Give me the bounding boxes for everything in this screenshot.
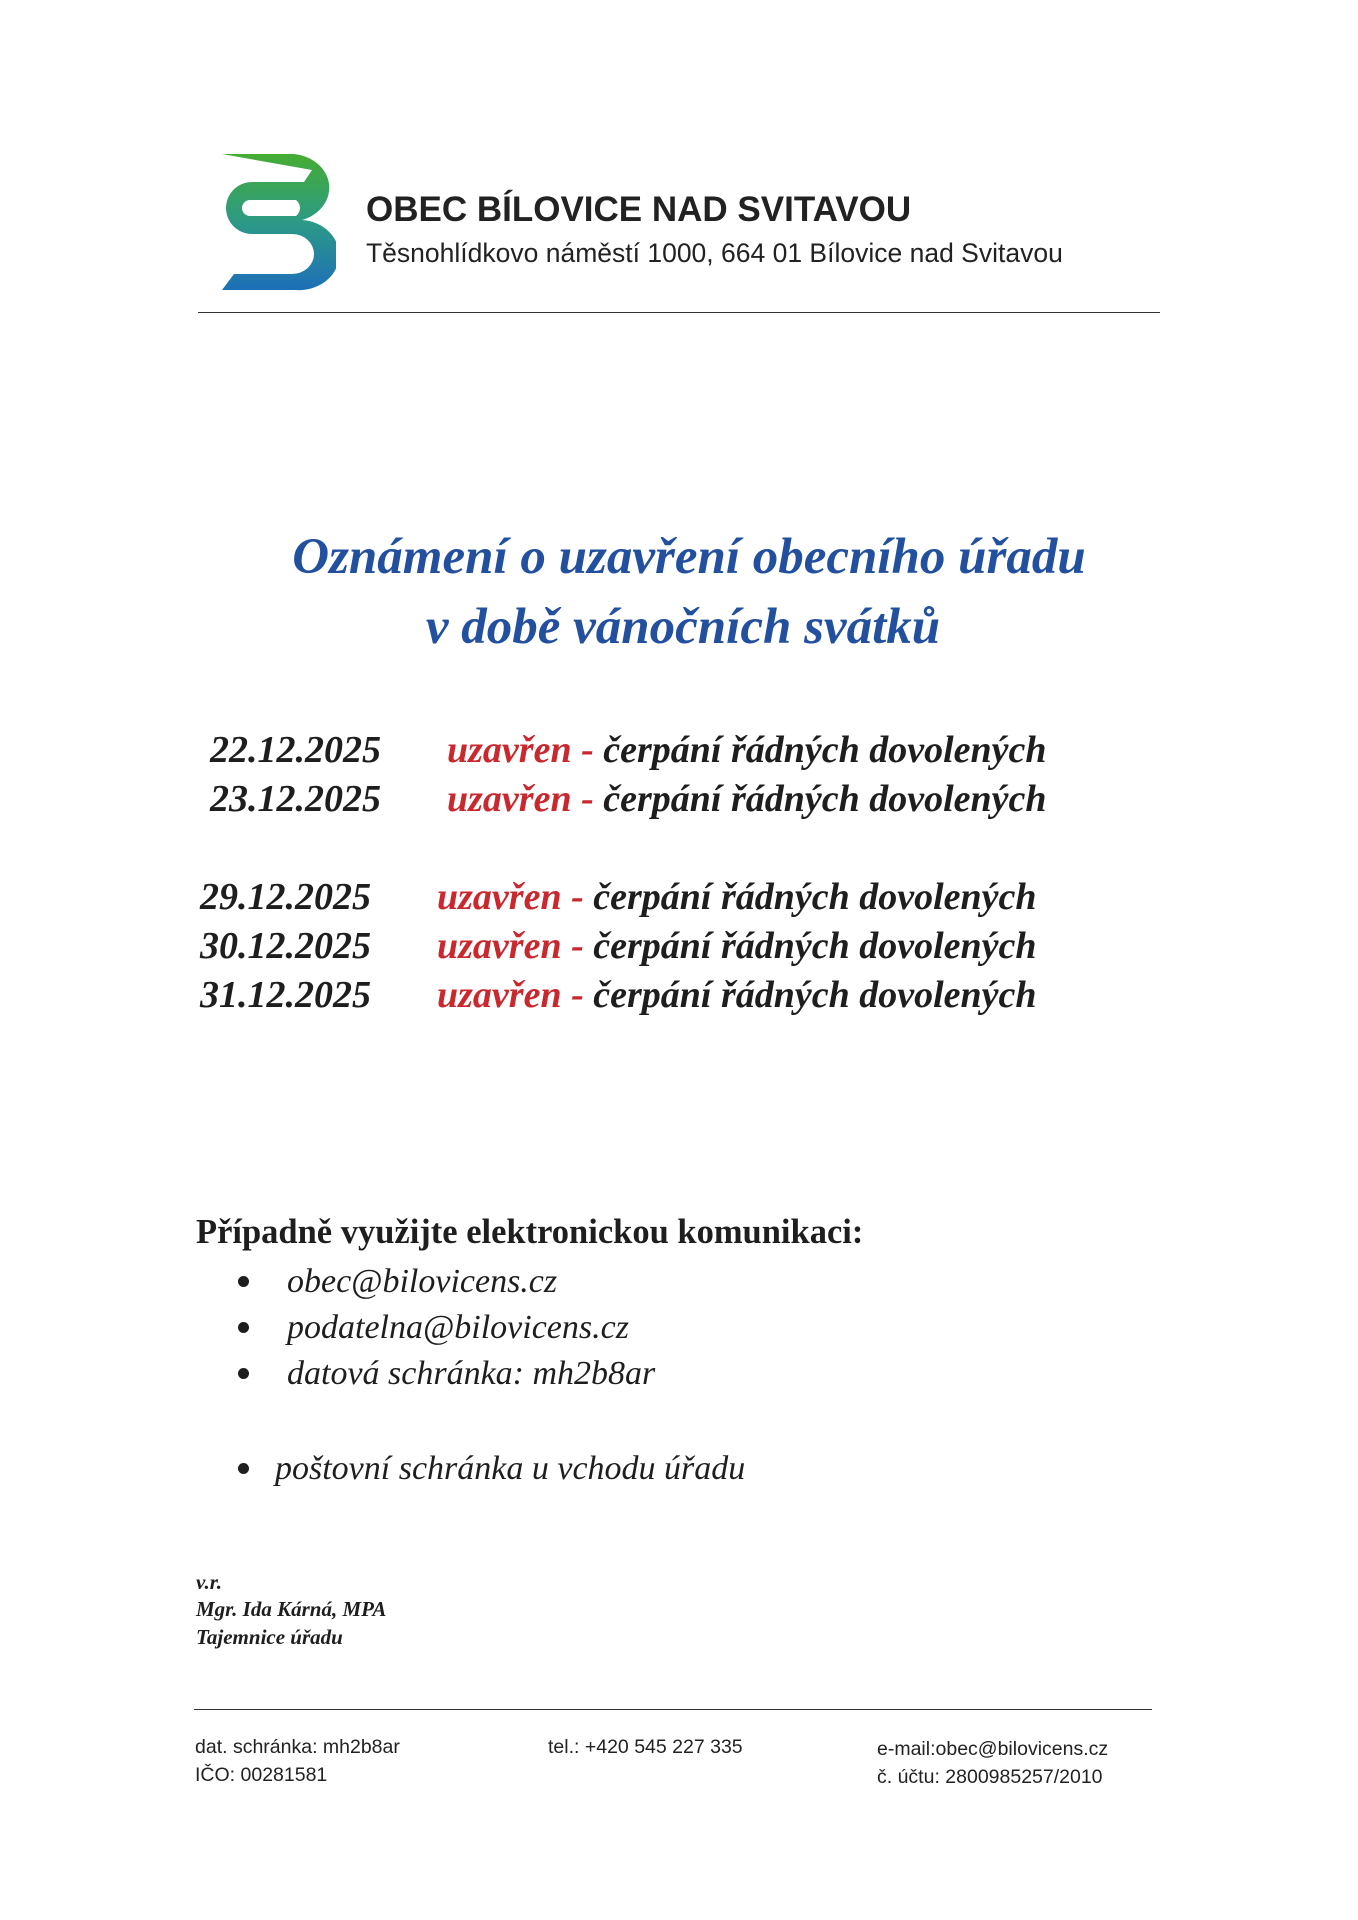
contact-item-mailbox: [238, 1450, 745, 1488]
contact-data-box: datová schránka: mh2b8ar: [287, 1355, 656, 1392]
bullet-icon: [238, 1276, 249, 1287]
closure-separator: -: [561, 974, 594, 1016]
notice-subtitle: v době vánočních svátků: [425, 599, 941, 655]
signature-note: v.r.: [196, 1570, 223, 1594]
closure-row: [200, 875, 1037, 919]
bullet-icon: [238, 1322, 249, 1333]
closure-status: uzavřen: [437, 876, 562, 918]
closure-separator: -: [561, 876, 594, 918]
signature-role: Tajemnice úřadu: [196, 1625, 343, 1649]
municipality-logo: [212, 152, 336, 292]
closure-status: uzavřen: [437, 925, 562, 967]
footer-email[interactable]: e-mail:obec@bilovicens.cz: [877, 1738, 1109, 1760]
closure-separator: -: [571, 729, 604, 771]
closure-separator: -: [571, 778, 604, 820]
header-divider: [198, 312, 1160, 313]
contact-podatelna[interactable]: podatelna@bilovicens.cz: [287, 1309, 629, 1346]
closure-date: 30.12.2025: [200, 925, 371, 967]
closure-date: 23.12.2025: [210, 778, 381, 820]
contact-email[interactable]: obec@bilovicens.cz: [287, 1263, 558, 1300]
footer-ico: IČO: 00281581: [195, 1764, 328, 1786]
closure-row: [200, 973, 1037, 1017]
closure-row: [210, 777, 1047, 821]
closure-reason: čerpání řádných dovolených: [593, 925, 1037, 967]
closure-reason: čerpání řádných dovolených: [603, 729, 1047, 771]
closure-row: [200, 924, 1037, 968]
closure-date: 31.12.2025: [200, 974, 371, 1016]
footer-divider: [194, 1709, 1152, 1710]
bullet-icon: [238, 1368, 249, 1379]
footer-phone: tel.: +420 545 227 335: [548, 1736, 743, 1758]
closure-row: [210, 728, 1047, 772]
contact-mailbox: poštovní schránka u vchodu úřadu: [275, 1450, 746, 1487]
contact-item-data-box: [238, 1355, 655, 1393]
closure-reason: čerpání řádných dovolených: [593, 876, 1037, 918]
closure-status: uzavřen: [447, 778, 572, 820]
closure-separator: -: [561, 925, 594, 967]
notice-title: Oznámení o uzavření obecního úřadu: [292, 529, 1086, 585]
org-name: OBEC BÍLOVICE NAD SVITAVOU: [366, 190, 912, 229]
org-address: Těsnohlídkovo náměstí 1000, 664 01 Bílovice nad Svitavou: [366, 238, 1063, 268]
closure-reason: čerpání řádných dovolených: [603, 778, 1047, 820]
footer-data-box: dat. schránka: mh2b8ar: [195, 1736, 400, 1758]
closure-status: uzavřen: [437, 974, 562, 1016]
signature-name: Mgr. Ida Kárná, MPA: [196, 1597, 387, 1621]
closure-date: 22.12.2025: [210, 729, 381, 771]
contact-item-podatelna: [238, 1309, 629, 1347]
closure-status: uzavřen: [447, 729, 572, 771]
closure-reason: čerpání řádných dovolených: [593, 974, 1037, 1016]
footer-account: č. účtu: 2800985257/2010: [877, 1766, 1103, 1788]
contact-item-email: [238, 1263, 557, 1301]
contact-heading: Případně využijte elektronickou komunikaci:: [196, 1213, 864, 1251]
bullet-icon: [238, 1463, 249, 1474]
closure-date: 29.12.2025: [200, 876, 371, 918]
